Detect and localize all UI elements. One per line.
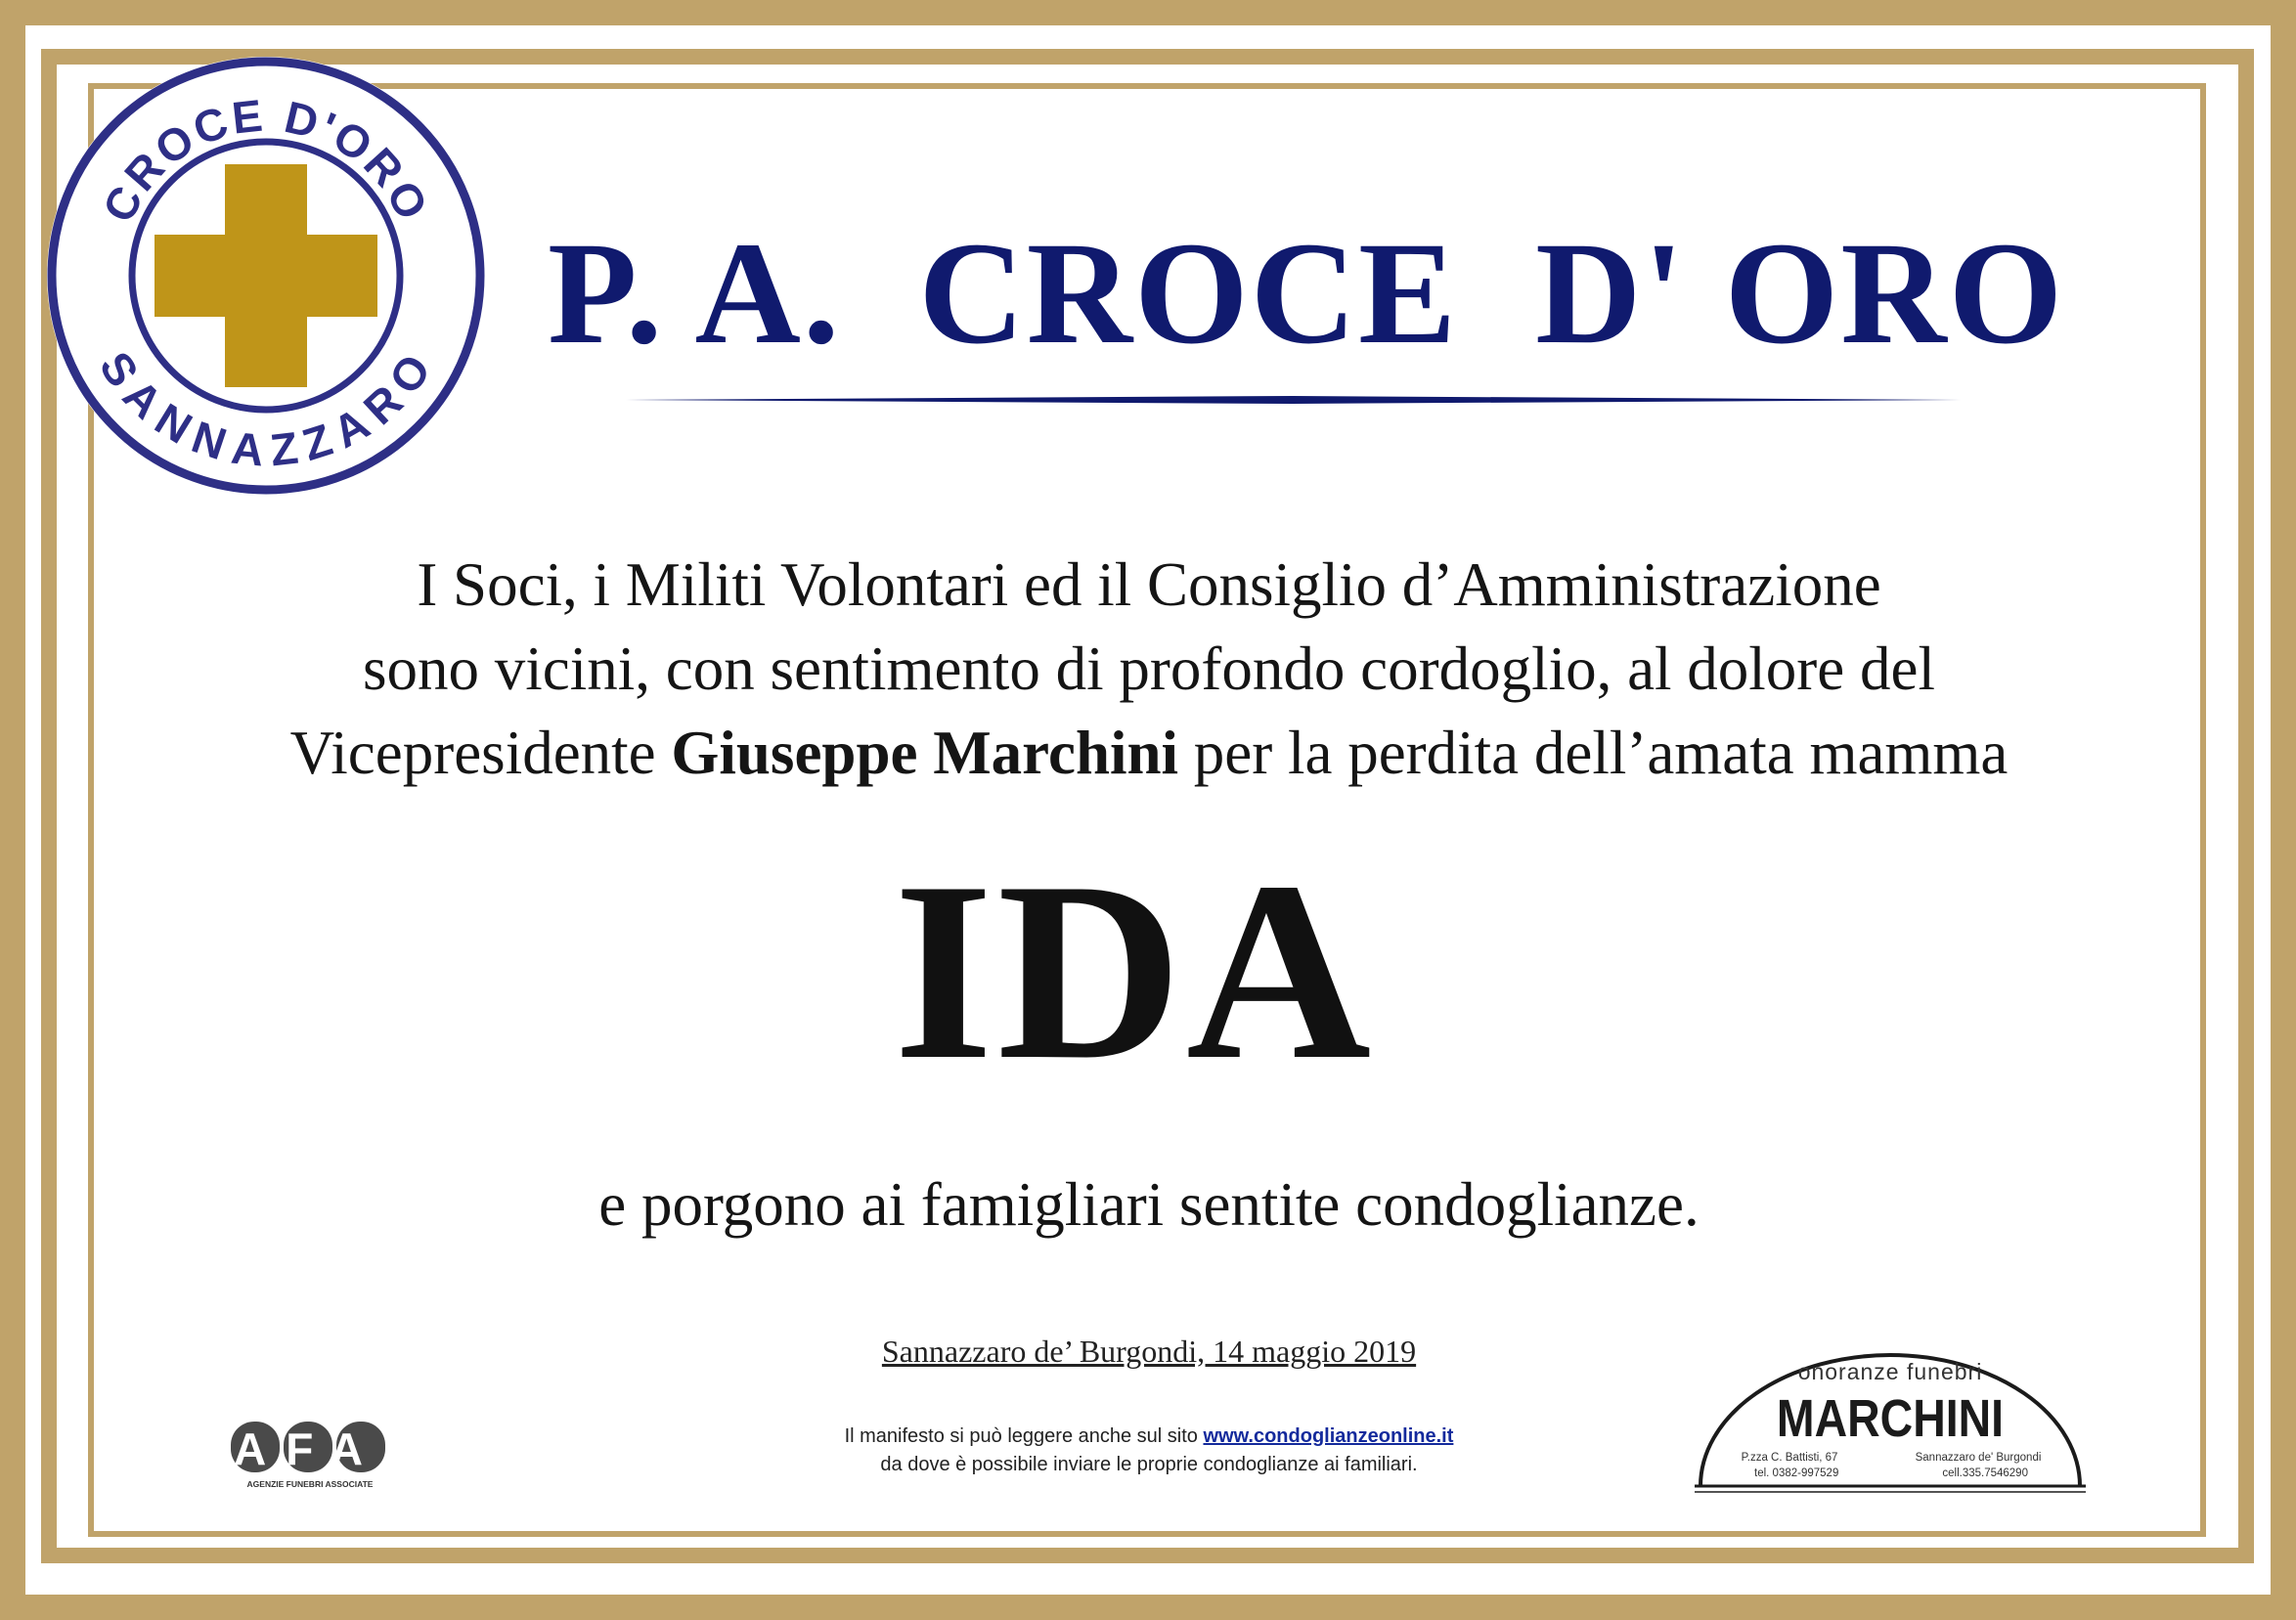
notice-line-2: da dove è possibile inviare le proprie condoglianze ai familiari. — [880, 1454, 1418, 1475]
page-title: P. A. CROCE D' ORO — [548, 212, 2065, 374]
afa-logo — [227, 1414, 393, 1492]
funeral-home-address-row — [1702, 1451, 2080, 1465]
afa-caption: AGENZIE FUNEBRI ASSOCIATE — [246, 1479, 374, 1489]
afa-logo-icon — [227, 1414, 393, 1492]
funeral-home-phone-row — [1702, 1467, 2080, 1480]
message-line-2: sono vicini, con sentimento di profondo cordoglio, al dolore del — [363, 635, 1935, 703]
marchini-logo — [1695, 1347, 2086, 1494]
title-underline — [626, 395, 1961, 405]
vicepresident-name: Giuseppe Marchini — [671, 719, 1179, 787]
gold-cross-horizontal — [155, 235, 377, 317]
funeral-home-address: P.zza C. Battisti, 67 — [1741, 1452, 1838, 1464]
funeral-home-name: MARCHINI — [1776, 1389, 2005, 1448]
funeral-home-town: Sannazzaro de' Burgondi — [1915, 1452, 2042, 1464]
notice-line-1: Il manifesto si può leggere anche sul sito — [844, 1425, 1204, 1447]
closing-message: e porgono ai famigliari sentite condoglianze. — [598, 1170, 1700, 1239]
funeral-home-subtitle: onoranze funebri — [1797, 1359, 1983, 1384]
funeral-home-cell: cell.335.7546290 — [1942, 1467, 2028, 1479]
croce-doro-seal-icon — [41, 51, 491, 501]
logo-ring-top-text: CROCE D'ORO — [92, 89, 440, 231]
condolence-message — [156, 543, 2141, 795]
online-notice — [684, 1423, 1613, 1479]
croce-doro-logo — [41, 51, 491, 501]
message-line-3-end: per la perdita dell’amata mamma — [1178, 719, 2009, 787]
message-line-3-start: Vicepresidente — [289, 719, 672, 787]
condoglianze-link[interactable]: www.condoglianzeonline.it — [1203, 1425, 1454, 1447]
deceased-name: IDA — [893, 829, 1376, 1113]
message-line-1: I Soci, i Militi Volontari ed il Consiglio d’Amministrazione — [417, 550, 1881, 619]
afa-letters: AFA — [234, 1423, 382, 1474]
funeral-home-tel: tel. 0382-997529 — [1754, 1467, 1839, 1479]
place-date: Sannazzaro de’ Burgondi, 14 maggio 2019 — [881, 1334, 1417, 1369]
logo-ring-bottom-text: SANNAZZARO — [90, 342, 442, 476]
